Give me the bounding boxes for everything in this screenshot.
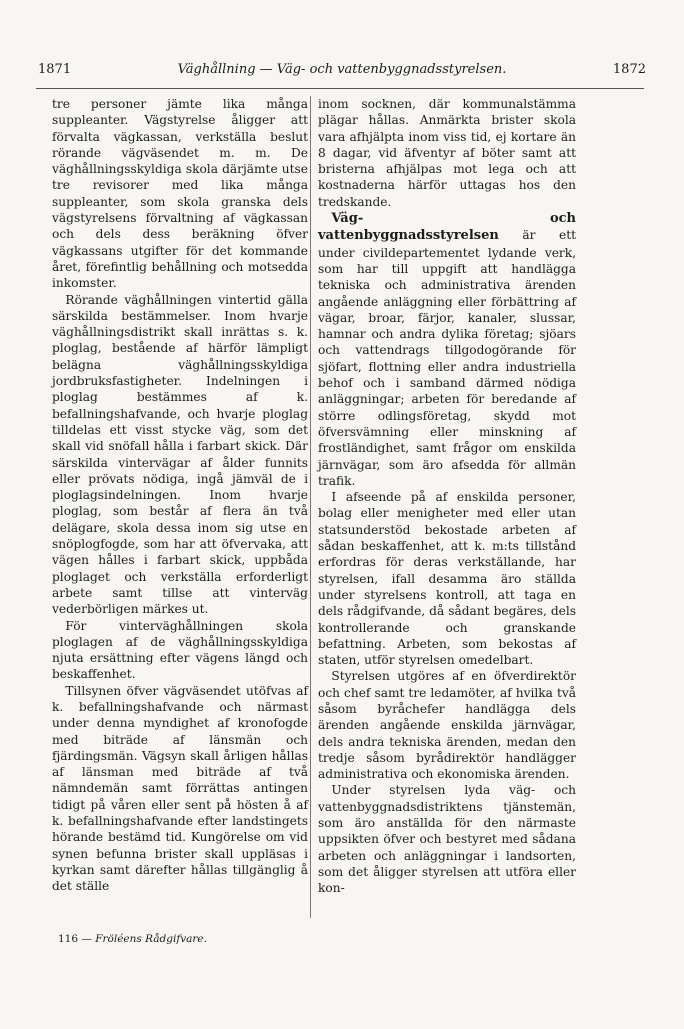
left-paragraph-3: För vinterväghållningen skola ploglagen af de väghållningsskyldiga njuta ersättning efter vägens längd och beskaffenhet. [52, 618, 308, 682]
header-rule [36, 88, 644, 89]
left-paragraph-2: Rörande väghållningen vintertid gälla särskilda bestämmelser. Inom hvarje väghållningsdistrikt skall inrättas s. k. ploglag, bestående af härför lämpligt belägna väghållningsskyldiga jordbruksfastigheter. Indelningen i ploglag bestämmes af k. befallningshafvande, och hvarje ploglag tilldelas ett visst stycke väg, som det skall vid snöfall hålla i farbart skick. Där särskilda vintervägar af ålder funnits eller prövats nödiga, ingå jämväl de i ploglagsindelningen. Inom hvarje ploglag, som består af flera än två delägare, skola dessa inom sig utse en snöplogfogde, som har att öfvervaka, att vägen hålles i farbart skick, uppbåda ploglaget och verkställa erforderligt arbete samt tillse att vinterväg vederbörligen märkes ut. [52, 292, 308, 617]
right-column [318, 96, 576, 897]
left-paragraph-1: tre personer jämte lika många suppleanter. Vägstyrelse åligger att förvalta vägkassan, verkställa beslut rörande vägväsendet m. m. De väghållningsskyldiga skola därjämte utse tre revisorer med lika många suppleanter, som skola granska dels vägstyrelsens förvaltning af vägkassan och dels dess beräkning öfver vägkassans utgifter för det kommande året, förefintlig behållning och motsedda inkomster. [52, 97, 308, 291]
running-header [30, 62, 654, 84]
section-heading: Väg- och vattenbyggnadsstyrelsen [318, 211, 576, 244]
section-intro-text: är ett under civildepartementet lydande verk, som har till uppgift att handlägga tekniska och administrativa ärenden angående anläggning eller förbättring af vägar, broar, färjor, kanaler, slussar, hamnar och andra dylika företag; sjöars och vattendrags tillgodogörande för sjöfart, flottning eller andra industriella behof och i samband därmed nödiga anläggningar; arbeten för beredande af större odlingsföretag, skydd mot öfversvämning eller minskning af frostländighet, samt frågor om enskilda järnvägar, som äro afsedda för allmän trafik. [318, 228, 576, 488]
right-paragraph-5: Under styrelsen lyda väg- och vattenbyggnadsdistriktens tjänstemän, som äro anställda för den närmaste uppsikten öfver och bestyret med sådana arbeten och anläggningar i landsorten, som det åligger styrelsen att utföra eller kon- [318, 783, 576, 896]
left-column [52, 96, 308, 895]
right-paragraph-3: I afseende på af enskilda personer, bolag eller menigheter med eller utan statsunderstöd bekostade arbeten af sådan beskaffenhet, att k. m:ts tillstånd erfordras för deras verkställande, har styrelsen, ifall desamma äro ställda under styrelsens kontroll, att taga en dels rådgifvande, då sådant begäres, dels kontrollerande och granskande befattning. Arbeten, som bekostas af staten, utför styrelsen omedelbart. [318, 490, 576, 668]
page-footer [58, 933, 207, 945]
left-page-number: 1871 [38, 62, 72, 77]
left-paragraph-4: Tillsynen öfver vägväsendet utöfvas af k. befallningshafvande och närmast under denna myndighet af kronofogde med biträde af länsmän och fjärdingsmän. Vägsyn skall årligen hållas af länsman med biträde af två nämndemän samt förrättas antingen tidigt på våren eller sent på hösten å af k. befallningshafvande efter landstingets hörande bestämd tid. Kungörelse om vid synen befunna brister skall uppläsas i kyrkan samt därefter hållas tillgänglig å det ställe [52, 683, 308, 894]
right-paragraph-1: inom socknen, där kommunalstämma plägar hållas. Anmärkta brister skola vara afhjälpta inom viss tid, ej kortare än 8 dagar, vid äfventyr af böter samt att bristerna afhjälpas mot lega och att kostnaderna härför uttagas hos den tredskande. [318, 97, 576, 209]
column-divider [310, 96, 311, 918]
footer-signature: 116 — [58, 933, 96, 945]
right-paragraph-2 [318, 210, 576, 489]
right-paragraph-4: Styrelsen utgöres af en öfverdirektör och chef samt tre ledamöter, af hvilka två såsom byråchefer handlägga dels ärenden angående enskilda järnvägar, dels andra tekniska ärenden, medan den tredje såsom byrådirektör handlägger administrativa och ekonomiska ärenden. [318, 669, 576, 782]
running-title: Väghållning — Väg- och vattenbyggnadsstyrelsen. [177, 62, 507, 77]
footer-book-title: Fröléens Rådgifvare. [95, 933, 207, 945]
right-page-number: 1872 [612, 62, 646, 77]
